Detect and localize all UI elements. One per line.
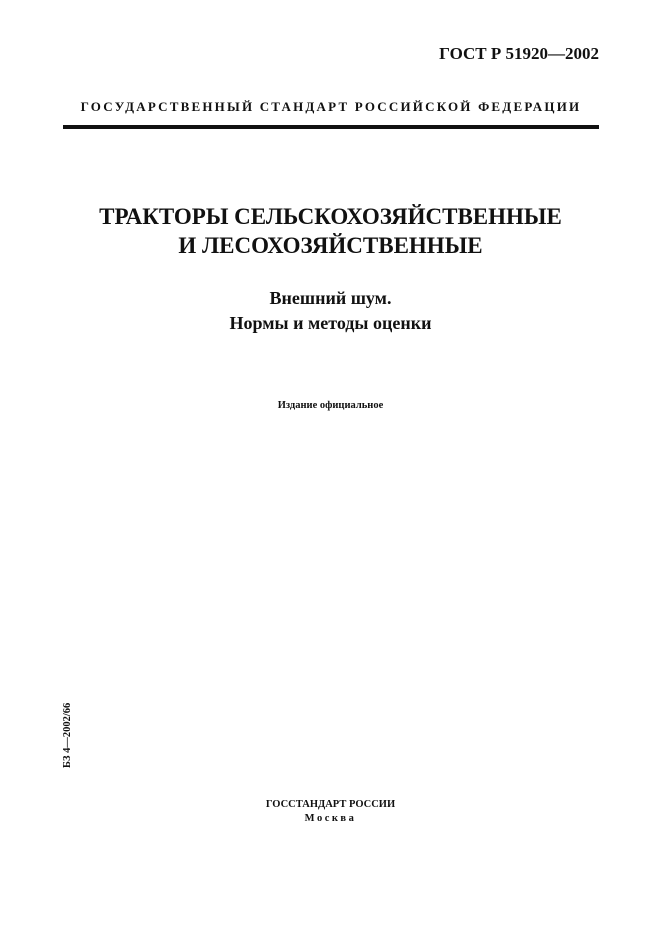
subtitle-line-1: Внешний шум. [269, 288, 392, 308]
document-subtitle [0, 286, 661, 336]
document-number: ГОСТ Р 51920—2002 [439, 44, 599, 63]
document-title [0, 202, 661, 260]
side-code: БЗ 4—2002/66 [62, 702, 73, 768]
subtitle-line-2: Нормы и методы оценки [229, 313, 432, 333]
header-rule [63, 125, 599, 129]
title-line-1: ТРАКТОРЫ СЕЛЬСКОХОЗЯЙСТВЕННЫЕ [99, 204, 562, 229]
edition-label: Издание официальное [277, 400, 384, 411]
publisher-block [0, 798, 661, 826]
publisher-name: ГОССТАНДАРТ РОССИИ [265, 799, 396, 810]
title-line-2: И ЛЕСОХОЗЯЙСТВЕННЫЕ [178, 233, 483, 258]
state-standard-heading: ГОСУДАРСТВЕННЫЙ СТАНДАРТ РОССИЙСКОЙ ФЕДЕРАЦИИ [80, 99, 582, 114]
publisher-city: Москва [304, 813, 357, 824]
